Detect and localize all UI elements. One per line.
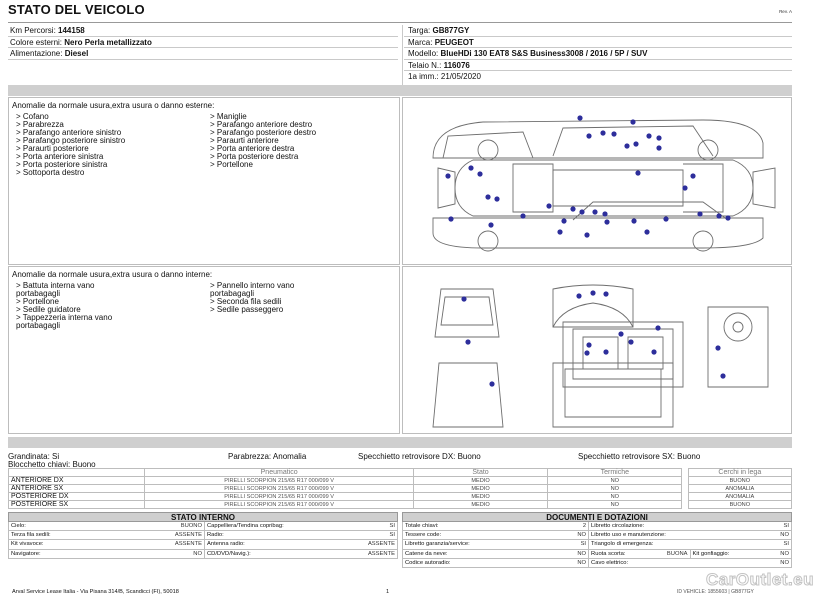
table-row: POSTERIORE SX PIRELLI SCORPION 215/65 R17 000/099 V MEDIO NO BUONO [9, 501, 792, 509]
info-model: Modello: BlueHDi 130 EAT8 S&S Business3008 / 2016 / 5P / SUV [408, 49, 648, 58]
internal-heading: Anomalie da normale usura,extra usura o danno interne: [12, 270, 213, 279]
tyres-header-tyre: Pneumatico [145, 469, 414, 477]
table-row: POSTERIORE DX PIRELLI SCORPION 215/65 R17 000/099 V MEDIO NO ANOMALIA [9, 493, 792, 501]
status-line-1: Grandinata: Si [8, 452, 60, 461]
info-plate: Targa: GB877GY [408, 26, 470, 35]
caroutlet-logo: CarOutlet.eu [706, 570, 814, 589]
section-bar [8, 85, 792, 96]
list-item: > Parafango posteriore destro [210, 128, 317, 137]
status-mirror-right: Specchietto retrovisore DX: Buono [358, 452, 481, 461]
table-row: Navigatore: NO CD/DVD/Navig.): ASSENTE [8, 550, 398, 559]
title-divider [8, 22, 792, 23]
stato-interno-panel [8, 512, 398, 559]
list-item: > Portellone [210, 160, 253, 169]
list-item: > Sedile guidatore [16, 305, 81, 314]
info-color: Colore esterni: Nero Perla metallizzato [10, 38, 152, 47]
page-title: STATO DEL VEICOLO [8, 2, 145, 17]
internal-diagram-panel [402, 266, 792, 434]
info-brand: Marca: PEUGEOT [408, 38, 474, 47]
status-mirror-left: Specchietto retrovisore SX: Buono [578, 452, 701, 461]
stato-interno-title: STATO INTERNO [8, 512, 398, 522]
documenti-panel [402, 512, 792, 568]
list-item: > Seconda fila sedili [210, 297, 282, 306]
external-list-col1 [16, 113, 125, 177]
list-item: > Parabrezza [16, 120, 64, 129]
internal-damage-panel [8, 266, 400, 434]
info-km: Km Percorsi: 144158 [10, 26, 85, 35]
footer-reference: ID VEHICLE: 1855603 | GB877GY [677, 589, 754, 595]
list-item: > Porta anteriore sinistra [16, 152, 104, 161]
external-list-col2 [210, 113, 316, 169]
info-chassis: Telaio N.: 116076 [408, 61, 470, 70]
footer-address: Arval Service Lease Italia - Via Pisana 314/B, Scandicci (FI), 50018 [12, 589, 179, 595]
tyres-header-rims: Cerchi in lega [688, 469, 791, 477]
page-number: 1 [386, 589, 390, 595]
list-item: > Porta anteriore destra [210, 144, 295, 153]
car-exterior-diagram [403, 98, 793, 266]
table-row: Totale chiavi: 2 Libretto circolazione: SI [402, 522, 792, 531]
info-fuel: Alimentazione: Diesel [10, 49, 89, 58]
car-interior-diagram [403, 267, 793, 435]
table-row: Catene da neve: NO Ruota scorta: BUONA Kit gonfiaggio: NO [402, 550, 792, 559]
tyres-header-winter: Termiche [548, 469, 682, 477]
list-item: > Sedile passeggero [210, 305, 284, 314]
tyres-header-state: Stato [413, 469, 547, 477]
list-item: > Battuta interna vano [16, 281, 95, 290]
internal-list-col1 [16, 282, 112, 330]
list-item: > Porta posteriore sinistra [16, 160, 108, 169]
table-row: ANTERIORE DX PIRELLI SCORPION 215/65 R17 000/099 V MEDIO NO BUONO [9, 477, 792, 485]
table-row: Kit vivavoce: ASSENTE Antenna radio: ASSENTE [8, 540, 398, 549]
list-item: > Parafango anteriore destro [210, 120, 313, 129]
list-item: > Parafango posteriore sinistro [16, 136, 126, 145]
list-item: > Pannello interno vano [210, 281, 295, 290]
list-item: > Portellone [16, 297, 59, 306]
list-item: > Paraurti posteriore [16, 144, 89, 153]
tyres-table [8, 468, 792, 509]
list-item: > Maniglie [210, 112, 247, 121]
external-damage-panel [8, 97, 400, 265]
list-item: > Cofano [16, 112, 49, 121]
table-row: Libretto garanzia/service: SI Triangolo di emergenza: SI [402, 540, 792, 549]
table-row: ANTERIORE SX PIRELLI SCORPION 215/65 R17 000/099 V MEDIO NO ANOMALIA [9, 485, 792, 493]
list-item: > Paraurti anteriore [210, 136, 279, 145]
list-item: portabagagli [210, 289, 255, 298]
status-key-lock: Blocchetto chiavi: Buono [8, 460, 96, 469]
table-row: Tessere code: NO Libretto uso e manutenzione: NO [402, 531, 792, 540]
list-item: > Parafango anteriore sinistro [16, 128, 122, 137]
list-item: > Sottoporta destro [16, 168, 85, 177]
info-registration: 1a imm.: 21/05/2020 [408, 72, 481, 81]
list-item: portabagagli [16, 321, 61, 330]
documenti-title: DOCUMENTI E DOTAZIONI [402, 512, 792, 522]
revision-label: Rev. A [779, 9, 792, 14]
external-heading: Anomalie da normale usura,extra usura o danno esterne: [12, 101, 215, 110]
list-item: > Tappezzeria interna vano [16, 313, 113, 322]
table-row: Codice autoradio: NO Cavo elettrico: NO [402, 559, 792, 568]
status-windshield: Parabrezza: Anomalia [228, 452, 307, 461]
external-diagram-panel [402, 97, 792, 265]
internal-list-col2 [210, 282, 294, 314]
table-row: Terza fila sedili: ASSENTE Radio: SI [8, 531, 398, 540]
list-item: > Porta posteriore destra [210, 152, 299, 161]
table-row: Cielo: BUONO Cappelliera/Tendina copribag: SI [8, 522, 398, 531]
section-bar [8, 437, 792, 448]
list-item: portabagagli [16, 289, 61, 298]
